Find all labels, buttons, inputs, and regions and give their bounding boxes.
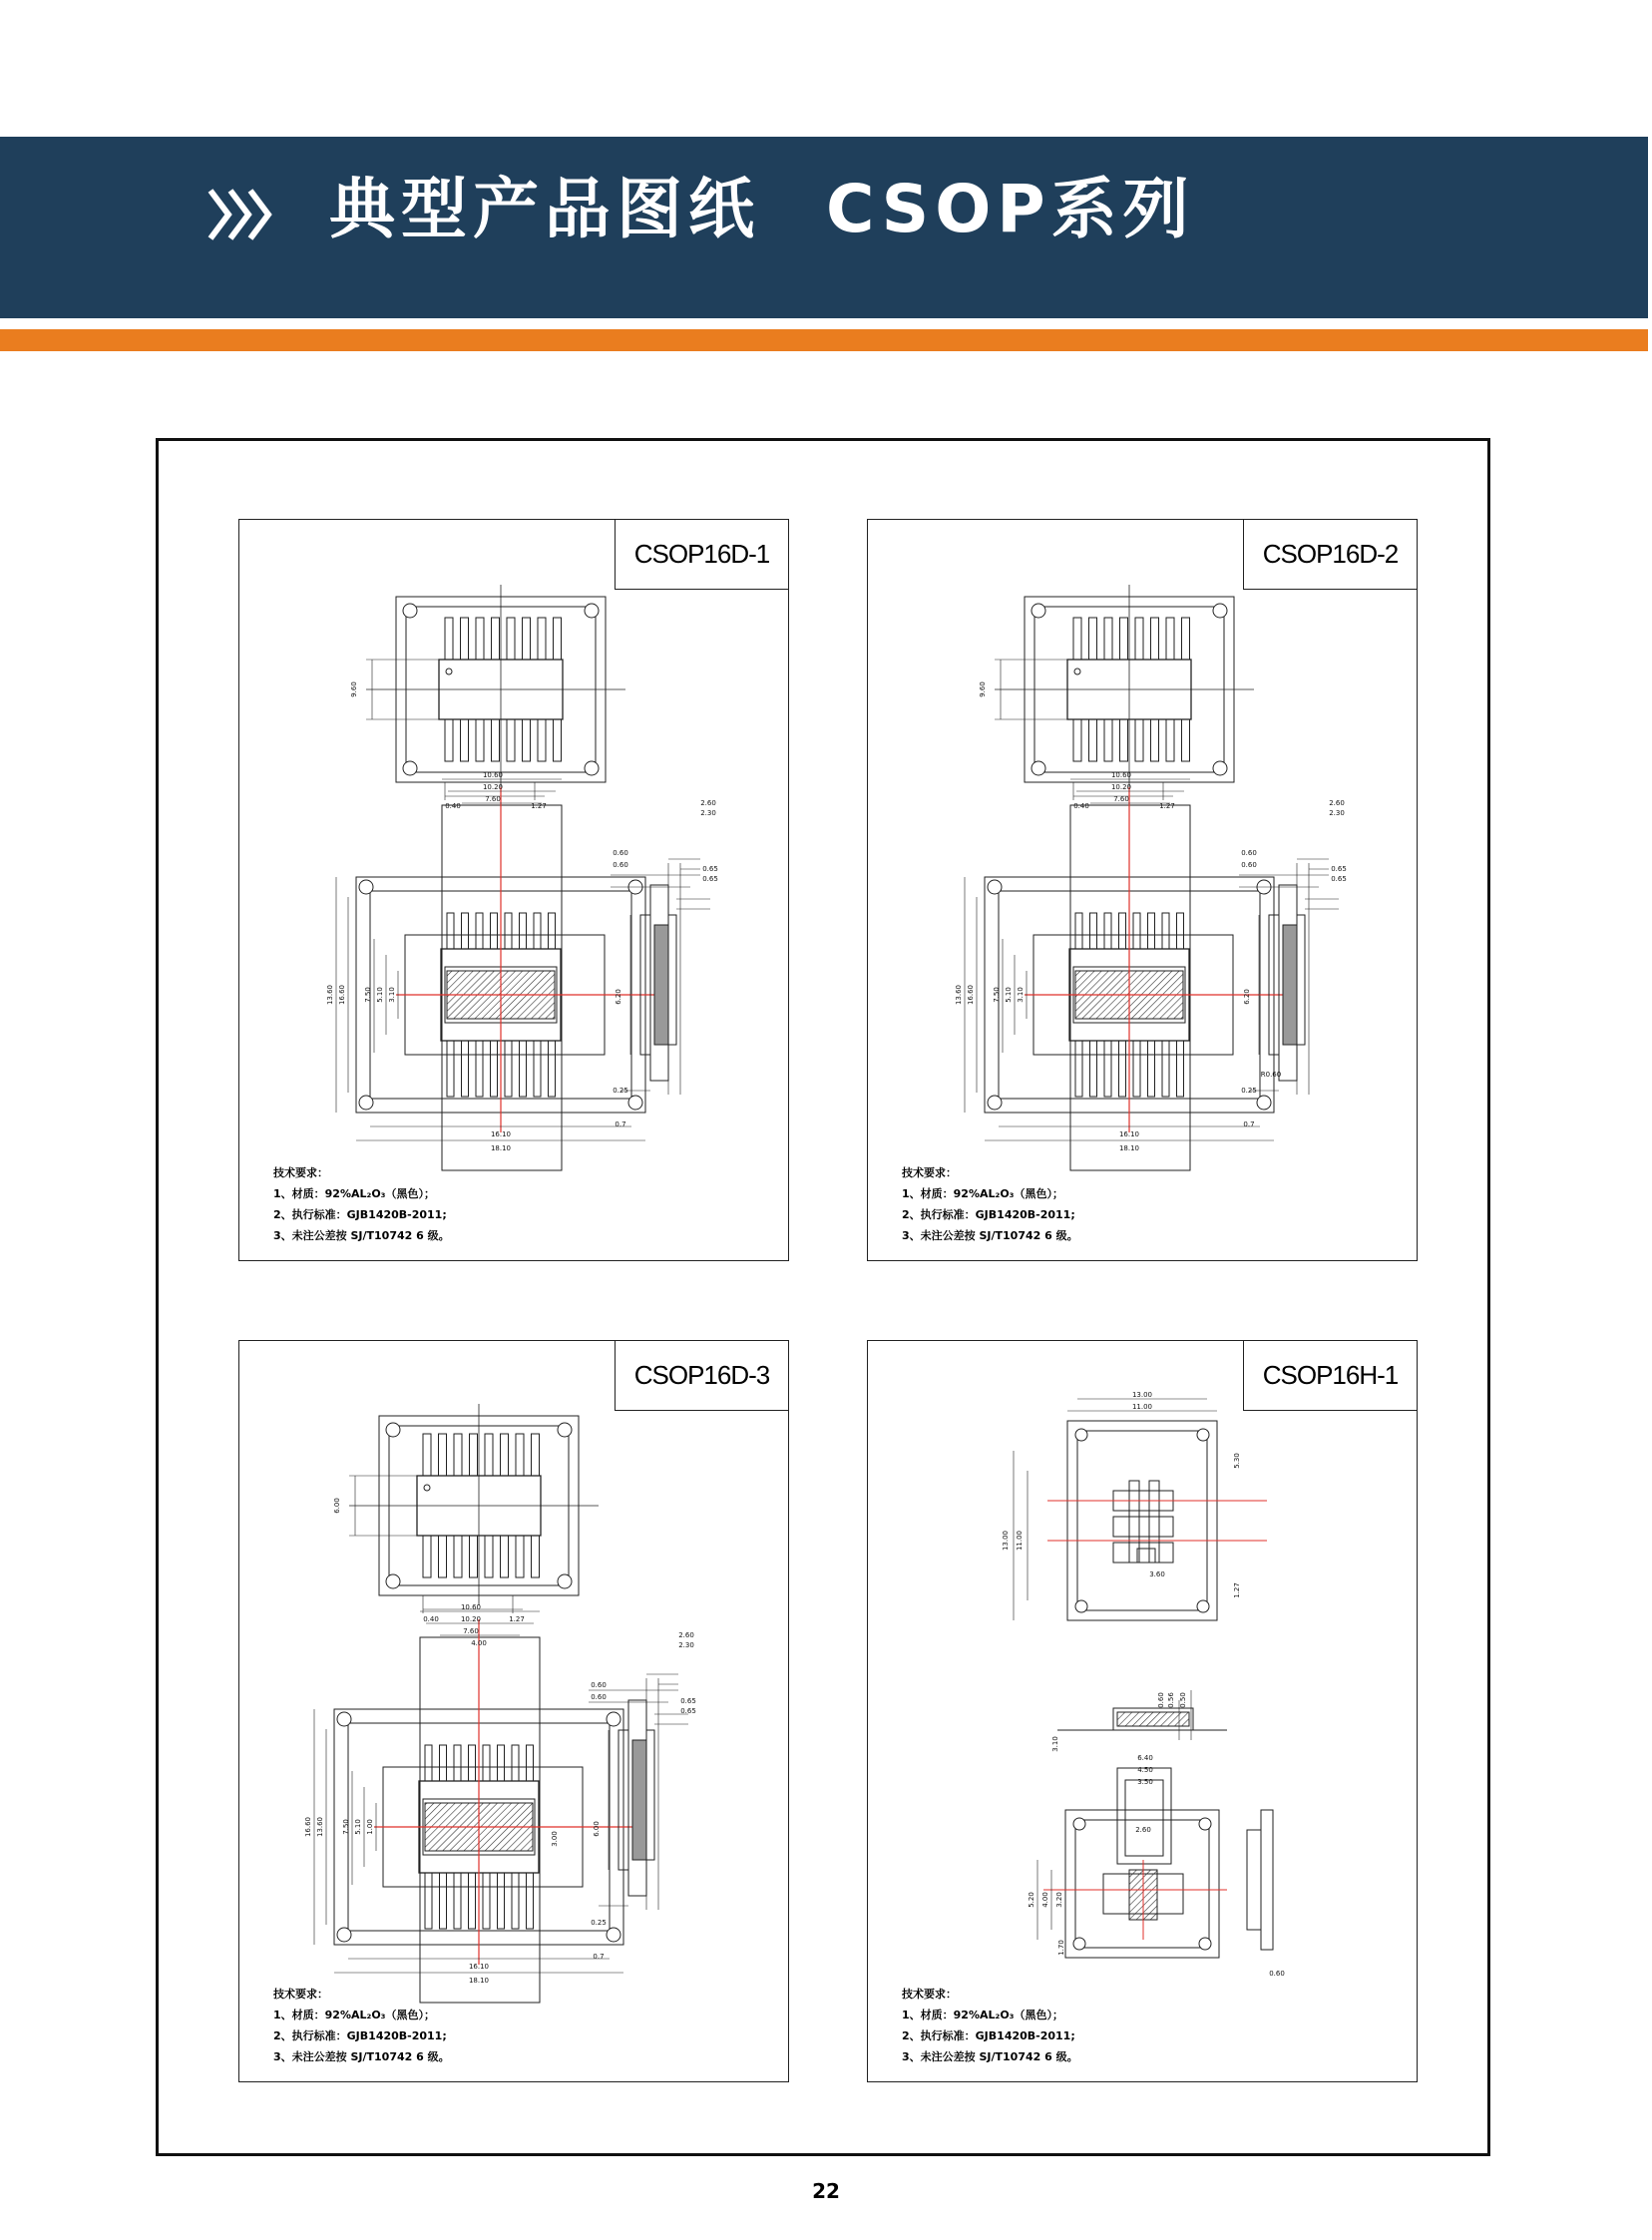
- dimension-label: 5.20: [1028, 1892, 1035, 1908]
- note-line: 2、执行标准：GJB1420B-2011;: [902, 1208, 1075, 1221]
- dimension-label: 0.65: [1331, 865, 1347, 873]
- dimension-label: 0.60: [1241, 861, 1257, 869]
- dimension-label: 9.60: [350, 681, 358, 697]
- note-line: 1、材质：92%AL₂O₃（黑色）；: [273, 1187, 435, 1200]
- drawing-panel-3: [238, 1340, 789, 2082]
- note-line: 技术要求：: [902, 1988, 957, 2001]
- dimension-label: 5.10: [376, 987, 384, 1003]
- header-banner: [0, 137, 1648, 318]
- dimension-label: 0.60: [613, 861, 628, 869]
- dimension-label: 3.10: [388, 987, 396, 1003]
- dimension-label: 18.10: [490, 1144, 512, 1152]
- dimension-label: 1.27: [509, 1615, 525, 1623]
- dimension-label: 6.40: [1137, 1754, 1153, 1762]
- title-text: 典型产品图纸: [329, 171, 760, 247]
- panel-label: CSOP16D-2: [1243, 520, 1417, 590]
- dimension-label: 6.20: [1243, 989, 1251, 1005]
- package-drawing: [239, 1341, 790, 2083]
- dimension-label: 1.27: [1233, 1582, 1241, 1598]
- dimension-label: 3.20: [1055, 1892, 1063, 1908]
- dimension-label: 0.7: [1243, 1120, 1255, 1128]
- dimension-label: 13.60: [326, 984, 334, 1006]
- dimension-label: 16.60: [304, 1816, 312, 1838]
- package-drawing: [868, 520, 1419, 1262]
- dimension-label: 0.65: [702, 865, 718, 873]
- note-line: 3、未注公差按 SJ/T10742 6 级。: [902, 1229, 1078, 1242]
- note-line: 技术要求：: [902, 1166, 957, 1179]
- technical-notes: [273, 1162, 450, 1246]
- dimension-label: 0.60: [591, 1693, 607, 1701]
- dimension-label: 6.20: [615, 989, 622, 1005]
- dimension-label: 10.60: [460, 1603, 482, 1611]
- dimension-label: 16.10: [1118, 1130, 1140, 1138]
- dimension-label: 16.10: [490, 1130, 512, 1138]
- drawing-panel-4: [867, 1340, 1418, 2082]
- technical-notes: [902, 1162, 1078, 1246]
- dimension-label: 5.30: [1233, 1453, 1241, 1469]
- technical-notes: [273, 1984, 450, 2067]
- dimension-label: 0.60: [613, 849, 628, 857]
- dimension-label: 4.00: [471, 1639, 487, 1647]
- accent-bar: [0, 329, 1648, 351]
- dimension-label: 3.50: [1137, 1778, 1153, 1786]
- dimension-label: 1.00: [366, 1819, 374, 1835]
- panel-label: CSOP16D-3: [615, 1341, 788, 1411]
- dimension-label: 2.30: [700, 809, 716, 817]
- dimension-label: 0.40: [445, 802, 461, 810]
- dimension-label: 4.50: [1137, 1766, 1153, 1774]
- dimension-label: 0.65: [680, 1707, 696, 1715]
- dimension-label: 2.30: [1329, 809, 1345, 817]
- dimension-label: 1.27: [531, 802, 547, 810]
- dimension-label: 13.60: [316, 1816, 324, 1838]
- dimension-label: 10.20: [1110, 783, 1132, 791]
- dimension-label: 2.60: [678, 1631, 694, 1639]
- dimension-label: 7.50: [364, 987, 372, 1003]
- dimension-label: 4.00: [1041, 1892, 1049, 1908]
- note-line: 1、材质：92%AL₂O₃（黑色）；: [902, 1187, 1063, 1200]
- note-line: 2、执行标准：GJB1420B-2011;: [273, 1208, 447, 1221]
- dimension-label: 16.10: [468, 1963, 490, 1971]
- dimension-label: 0.60: [1157, 1692, 1165, 1708]
- note-line: 1、材质：92%AL₂O₃（黑色）；: [902, 2009, 1063, 2021]
- dimension-label: 0.40: [1073, 802, 1089, 810]
- package-drawing: [868, 1341, 1419, 2083]
- note-line: 1、材质：92%AL₂O₃（黑色）；: [273, 2009, 435, 2021]
- technical-notes: [902, 1984, 1078, 2067]
- dimension-label: 2.30: [678, 1641, 694, 1649]
- dimension-label: 11.00: [1131, 1403, 1153, 1411]
- page-number: 22: [812, 2179, 840, 2203]
- dimension-label: 3.10: [1051, 1736, 1059, 1752]
- dimension-label: 18.10: [468, 1977, 490, 1985]
- dimension-label: 1.70: [1057, 1940, 1065, 1956]
- dimension-label: R0.60: [1260, 1071, 1282, 1079]
- dimension-label: 5.10: [354, 1819, 362, 1835]
- dimension-label: 6.00: [333, 1498, 341, 1514]
- dimension-label: 5.10: [1005, 987, 1013, 1003]
- dimension-label: 3.10: [1017, 987, 1025, 1003]
- dimension-label: 7.60: [485, 795, 501, 803]
- drawing-panel-2: [867, 519, 1418, 1261]
- dimension-label: 10.60: [1110, 771, 1132, 779]
- series-text: CSOP系列: [826, 171, 1195, 247]
- dimension-label: 9.60: [979, 681, 987, 697]
- dimension-label: 0.40: [423, 1615, 439, 1623]
- dimension-label: 0.65: [1331, 875, 1347, 883]
- dimension-label: 2.60: [700, 799, 716, 807]
- dimension-label: 2.60: [1329, 799, 1345, 807]
- dimension-label: 13.00: [1131, 1391, 1153, 1399]
- note-line: 技术要求：: [273, 1988, 328, 2001]
- dimension-label: 13.00: [1002, 1530, 1010, 1552]
- drawing-panel-1: [238, 519, 789, 1261]
- note-line: 2、执行标准：GJB1420B-2011;: [273, 2029, 447, 2042]
- dimension-label: 2.60: [1135, 1826, 1151, 1834]
- dimension-label: 1.27: [1159, 802, 1175, 810]
- dimension-label: 7.50: [342, 1819, 350, 1835]
- dimension-label: 16.60: [967, 984, 975, 1006]
- dimension-label: 7.60: [463, 1627, 479, 1635]
- dimension-label: 10.60: [482, 771, 504, 779]
- triple-chevron-icon: [206, 185, 278, 244]
- dimension-label: 10.20: [482, 783, 504, 791]
- dimension-label: 0.7: [593, 1953, 605, 1961]
- dimension-label: 0.65: [680, 1697, 696, 1705]
- dimension-label: 13.60: [955, 984, 963, 1006]
- dimension-label: 0.7: [615, 1120, 626, 1128]
- package-drawing: [239, 520, 790, 1262]
- dimension-label: 0.65: [702, 875, 718, 883]
- dimension-label: 0.56: [1167, 1692, 1175, 1708]
- note-line: 2、执行标准：GJB1420B-2011;: [902, 2029, 1075, 2042]
- dimension-label: 0.60: [1241, 849, 1257, 857]
- dimension-label: 0.50: [1179, 1692, 1187, 1708]
- page-title: [329, 167, 1195, 252]
- dimension-label: 3.60: [1149, 1570, 1165, 1578]
- dimension-label: 7.50: [993, 987, 1001, 1003]
- dimension-label: 16.60: [338, 984, 346, 1006]
- dimension-label: 10.20: [460, 1615, 482, 1623]
- note-line: 3、未注公差按 SJ/T10742 6 级。: [273, 2050, 450, 2063]
- dimension-label: 0.25: [591, 1919, 607, 1927]
- note-line: 3、未注公差按 SJ/T10742 6 级。: [902, 2050, 1078, 2063]
- dimension-label: 6.00: [593, 1821, 601, 1837]
- dimension-label: 0.25: [613, 1087, 628, 1095]
- dimension-label: 0.60: [591, 1681, 607, 1689]
- dimension-label: 7.60: [1113, 795, 1129, 803]
- dimension-label: 18.10: [1118, 1144, 1140, 1152]
- panel-label: CSOP16H-1: [1243, 1341, 1417, 1411]
- panel-label: CSOP16D-1: [615, 520, 788, 590]
- note-line: 技术要求：: [273, 1166, 328, 1179]
- dimension-label: 11.00: [1016, 1530, 1024, 1552]
- dimension-label: 0.25: [1241, 1087, 1257, 1095]
- drawings-frame: [156, 438, 1490, 2156]
- dimension-label: 0.60: [1269, 1970, 1285, 1978]
- dimension-label: 3.00: [551, 1831, 559, 1847]
- note-line: 3、未注公差按 SJ/T10742 6 级。: [273, 1229, 450, 1242]
